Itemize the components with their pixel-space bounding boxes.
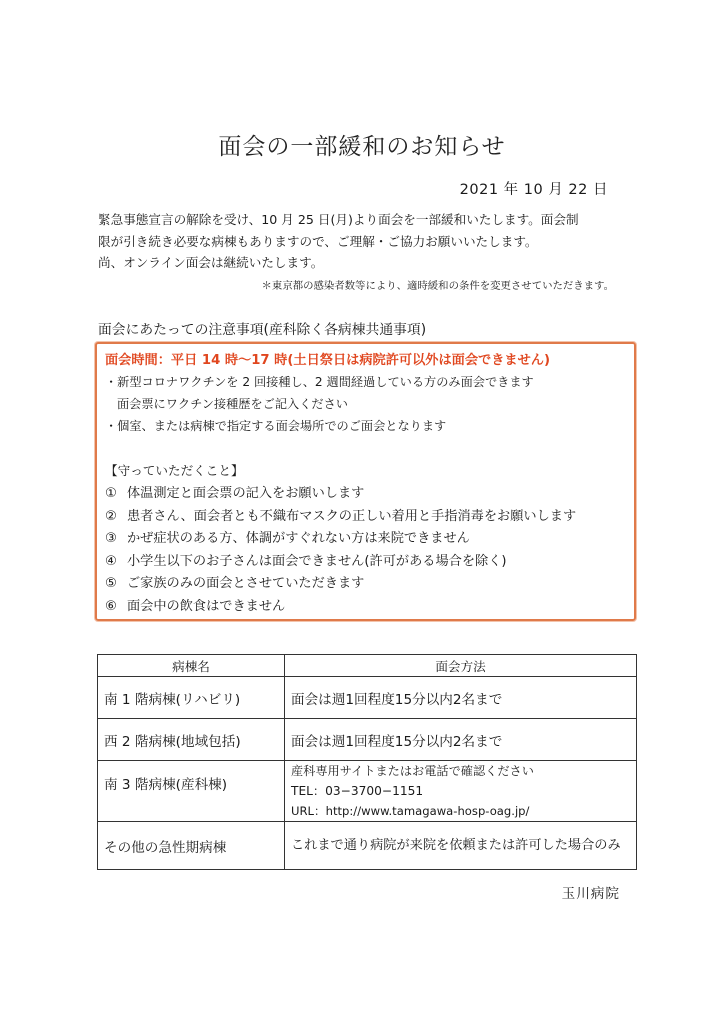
visit-method — [285, 761, 637, 822]
condition-note: ＊東京都の感染者数等により、適時緩和の条件を変更させていただきます。 — [261, 280, 614, 292]
maternity-site-note: 産科専用サイトまたはお電話で確認ください — [291, 764, 534, 778]
rule-number: ③ — [105, 531, 117, 546]
ward-name: その他の急性期病棟 — [98, 822, 285, 870]
rule-number: ⑥ — [105, 598, 117, 614]
rule-number: ④ — [105, 553, 117, 569]
table-row — [98, 677, 637, 719]
rule-text: 体温測定と面会票の記入をお願いします — [127, 486, 365, 501]
rule-item — [105, 483, 628, 506]
document-date: 2021 年 10 月 22 日 — [459, 182, 608, 198]
bullet-location: ・個室、または病棟で指定する面会場所でのご面会となります — [105, 419, 447, 433]
rule-item — [105, 551, 628, 574]
ward-name: 南 1 階病棟(リハビリ) — [98, 677, 285, 719]
rules-heading: 【守っていただくこと】 — [105, 463, 244, 478]
ward-name: 南 3 階病棟(産科棟) — [98, 761, 285, 822]
section-heading: 面会にあたっての注意事項(産科除く各病棟共通事項) — [98, 322, 427, 338]
rule-number: ① — [105, 486, 117, 501]
rule-number: ② — [105, 508, 117, 524]
visit-method: 面会は週1回程度15分以内2名まで — [285, 677, 637, 719]
ward-visit-table — [97, 654, 637, 870]
table-header-row — [98, 655, 637, 677]
header-visit-method: 面会方法 — [285, 655, 637, 677]
website-url: URL：http://www.tamagawa-hosp-oag.jp/ — [291, 804, 530, 818]
visit-method-text: これまで通り病院が来院を依頼または許可した場合のみ — [291, 838, 621, 853]
document-title: 面会の一部緩和のお知らせ — [218, 134, 506, 160]
table-row — [98, 822, 637, 870]
visiting-hours: 面会時間：平日 14 時〜17 時(土日祭日は病院許可以外は面会できません) — [105, 353, 550, 368]
rule-item — [105, 528, 628, 551]
rule-text: かぜ症状のある方、体調がすぐれない方は来院できません — [127, 531, 470, 546]
rule-item — [105, 506, 628, 529]
rule-text: 小学生以下のお子さんは面会できません(許可がある場合を除く) — [127, 553, 507, 569]
rule-item — [105, 573, 628, 596]
header-ward-name: 病棟名 — [98, 655, 285, 677]
intro-paragraph — [98, 209, 618, 274]
bullet-vaccine: ・新型コロナワクチンを 2 回接種し、2 週間経過している方のみ面会できます — [105, 375, 534, 389]
intro-line: 限が引き続き必要な病棟もありますので、ご理解・ご協力お願いいたします。 — [98, 233, 538, 249]
ward-name: 西 2 階病棟(地域包括) — [98, 719, 285, 761]
hospital-name: 玉川病院 — [561, 886, 620, 902]
rule-number: ⑤ — [105, 576, 117, 591]
rule-item — [105, 596, 628, 619]
phone-number: TEL：03−3700−1151 — [291, 784, 424, 798]
bullet-vaccine-record: 面会票にワクチン接種歴をご記入ください — [117, 397, 348, 411]
rule-text: 患者さん、面会者とも不織布マスクの正しい着用と手指消毒をお願いします — [127, 508, 577, 524]
table-row — [98, 761, 637, 822]
intro-line: 尚、オンライン面会は継続いたします。 — [98, 255, 324, 270]
table-row — [98, 719, 637, 761]
visit-method — [285, 822, 637, 870]
intro-line: 緊急事態宣言の解除を受け、10 月 25 日(月)より面会を一部緩和いたします。面会制 — [98, 212, 579, 227]
precautions-box — [95, 342, 636, 621]
rule-text: ご家族のみの面会とさせていただきます — [127, 576, 365, 591]
visit-method: 面会は週1回程度15分以内2名まで — [285, 719, 637, 761]
rule-text: 面会中の飲食はできません — [127, 598, 286, 614]
